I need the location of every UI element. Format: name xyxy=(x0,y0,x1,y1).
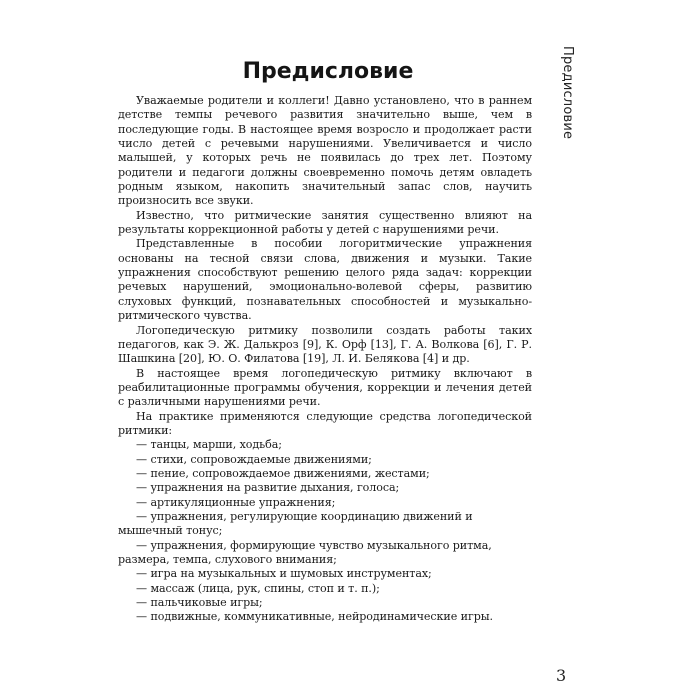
list-item: — упражнения, регулирующие координацию движений и мышечный тонус; xyxy=(118,509,473,538)
list-item: — игра на музыкальных и шумовых инструментах; xyxy=(136,567,432,581)
side-tab-label: Предисловие xyxy=(560,46,575,140)
page-number: 3 xyxy=(556,666,567,685)
list-item: — артикуляционные упражнения; xyxy=(136,495,336,509)
list-item: — пальчиковые игры; xyxy=(136,596,263,610)
paragraph: На практике применяются следующие средства логопедической ритмики: xyxy=(118,409,532,437)
paragraph: Известно, что ритмические занятия существенно влияют на результаты коррекционной работы у детей с нарушениями речи. xyxy=(118,208,532,237)
list-item: — стихи, сопровождаемые движениями; xyxy=(136,452,372,466)
list-item: — упражнения, формирующие чувство музыкального ритма, размера, темпа, слухового внимания; xyxy=(118,538,492,566)
paragraph: Логопедическую ритмику позволили создать работы таких педагогов, как Э. Ж. Далькроз [9], К. Орф [13], Г. А. Волкова [6], Г. Р. Шашкина [20], Ю. О. Филатова [19], Л. И. Белякова [4] и др. xyxy=(118,323,532,366)
paragraph: Уважаемые родители и коллеги! Давно установлено, что в раннем детстве темпы речевого развития значительно выше, чем в последующие годы. В настоящее время возросло и продолжает расти число детей с речевыми нарушениями. Увеличивается и число малышей, у которых речь не появилась до трех лет. Поэтому родители и педагоги должны своевременно помочь детям овладеть родным языком, накопить значительный запас слов, научить произносить все звуки. xyxy=(118,94,532,208)
list-item: — упражнения на развитие дыхания, голоса; xyxy=(136,481,400,495)
means-list xyxy=(118,438,532,624)
running-header-side xyxy=(560,46,580,140)
page-title: Предисловие xyxy=(242,59,414,84)
page-body xyxy=(118,94,532,625)
list-item: — подвижные, коммуникативные, нейродинамические игры. xyxy=(136,610,493,624)
paragraph: Представленные в пособии логоритмические упражнения основаны на тесной связи слова, движения и музыки. Такие упражнения способствуют решению целого ряда задач: коррекции речевых нарушений, эмоционально-волевой сферы, развитию слуховых функций, познавательных способностей и музыкально-ритмического чувства. xyxy=(118,237,532,323)
paragraph: В настоящее время логопедическую ритмику включают в реабилитационные программы обучения, коррекции и лечения детей с различными нарушениями речи. xyxy=(118,366,532,409)
list-item: — танцы, марши, ходьба; xyxy=(136,438,282,452)
list-item: — пение, сопровождаемое движениями, жестами; xyxy=(136,466,430,480)
list-item: — массаж (лица, рук, спины, стоп и т. п.); xyxy=(136,581,380,595)
